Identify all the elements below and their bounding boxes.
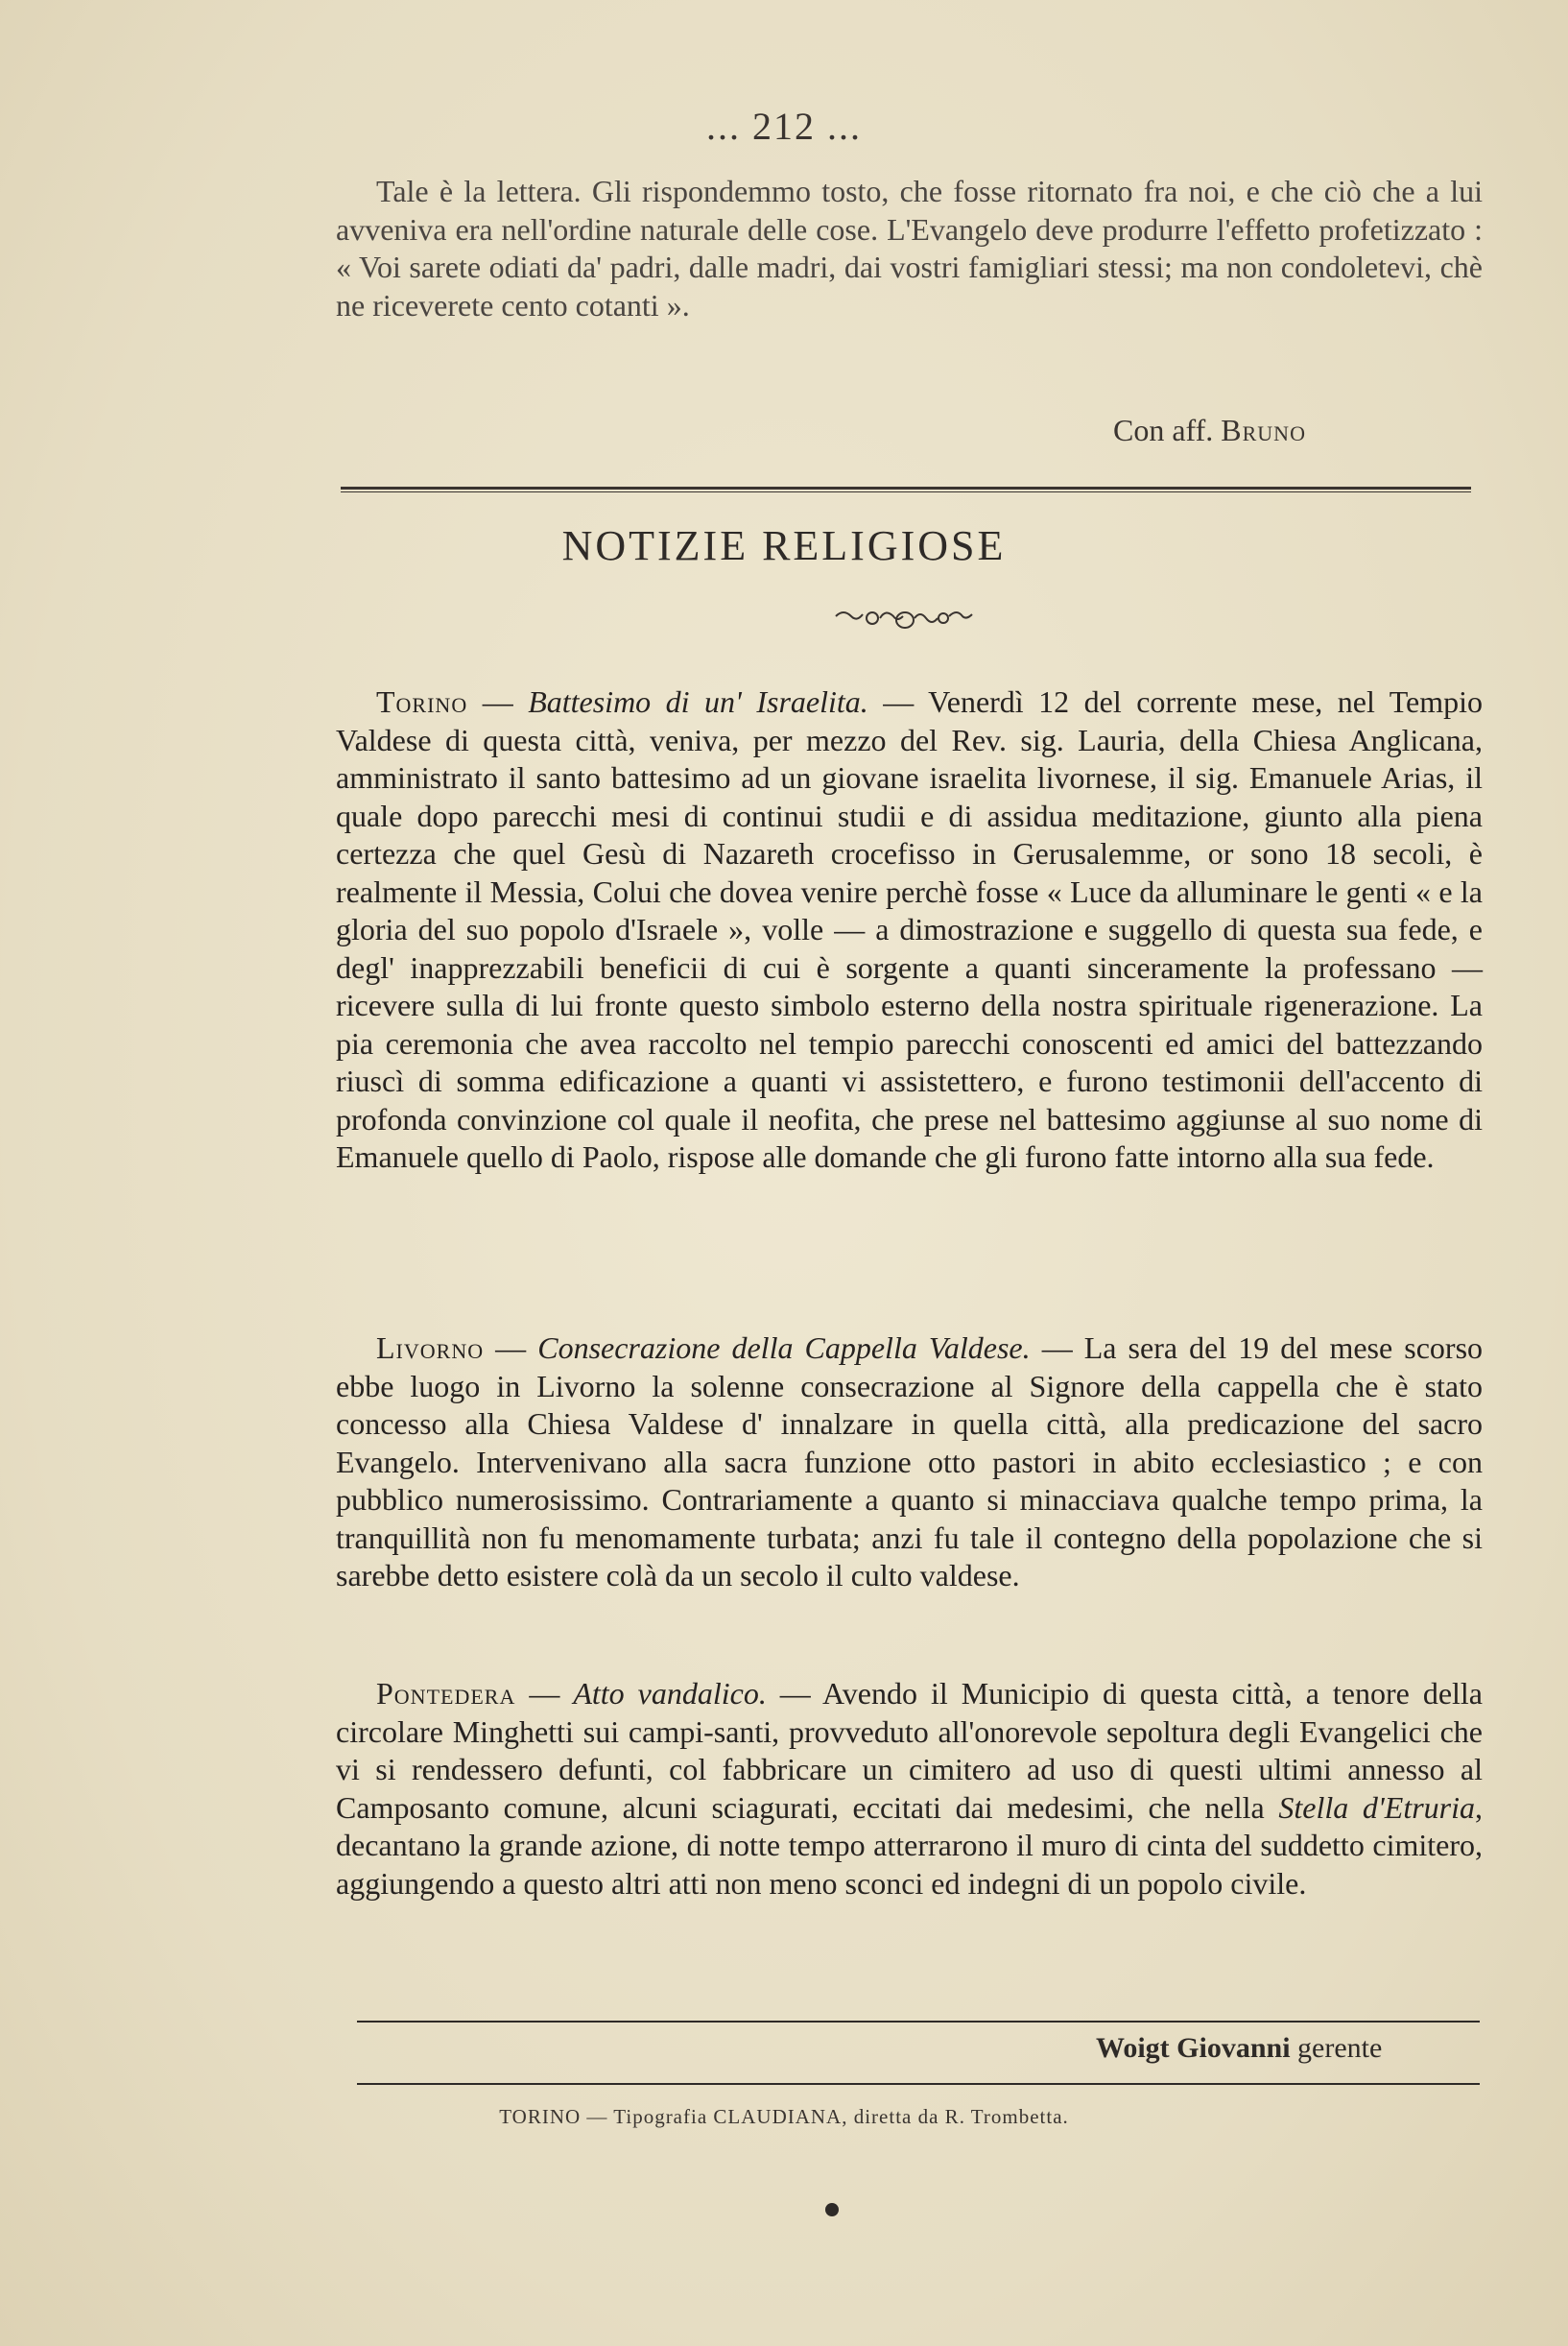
letter-signature [1113,413,1306,448]
news-item-torino [336,683,1483,1177]
signature-name: Bruno [1221,413,1306,447]
news-title: Battesimo di un' Israelita. [528,684,868,719]
section-divider-top [341,487,1471,492]
news-dash: — [484,1330,538,1365]
news-title: Atto vandalico. [573,1676,767,1711]
decorative-flourish-ornament-icon [832,605,976,638]
news-paragraph [336,1329,1483,1595]
news-item-livorno [336,1329,1483,1595]
news-body-after: , decantano la grande azione, di notte tempo atterrarono il muro di cinta del suddetto cimitero, aggiungendo a questo altri atti non meno sconci ed indegni di un popolo civile. [336,1789,1484,1901]
news-title-dash: — [867,684,929,719]
news-body-italic: Stella d'Etruria [1278,1789,1476,1825]
intro-letter-block [336,173,1483,324]
news-title: Consecrazione della Cappella Valdese. [537,1330,1031,1365]
ink-spot [825,2203,839,2216]
printer-imprint: TORINO — Tipografia CLAUDIANA, diretta da R. Trombetta. [499,2105,1069,2128]
intro-paragraph: Tale è la lettera. Gli rispondemmo tosto, che fosse ritornato fra noi, e che ciò che a lui avveniva era nell'ordine naturale delle cose. L'Evangelo deve produrre l'effetto profetizzato : « Voi sarete odiati da' padri, dalle madri, dai vostri famigliari stessi; ma non condoletevi, chè ne riceverete cento cotanti ». [336,174,1483,323]
news-paragraph [336,683,1483,1177]
news-item-pontedera [336,1675,1483,1903]
gerente-role: gerente [1290,2032,1383,2064]
news-place: Pontedera [376,1676,516,1711]
news-place: Livorno [376,1330,485,1365]
news-body: La sera del 19 del mese scorso ebbe luogo in Livorno la solenne consecrazione al Signore della cappella che è stato concesso alla Chiesa Valdese d' innalzare in quella città, alla predicazione del sacro Evangelo. Intervenivano alla sacra funzione otto pastori in abito ecclesiastico ; e con pubblico numerosissimo. Contrariamente a quanto si minacciava qualche tempo prima, la tranquillità non fu menomamente turbata; anzi fu tale il contegno della popolazione che si sarebbe detto esistere colà da un secolo il culto valdese. [336,1330,1484,1592]
gerente-name: Woigt Giovanni [1096,2032,1291,2064]
news-body-before: Avendo il Municipio di questa città, a tenore della circolare Minghetti sui campi-santi, provveduto all'onorevole sepoltura degli Evangelici che vi si rendessero defunti, col fabbricare un cimitero ad uso di questi ultimi annesso al Camposanto comune, alcuni sciagurati, eccitati dai medesimi, che nella [336,1676,1483,1825]
footer-divider-bottom [357,2083,1480,2085]
section-heading: NOTIZIE RELIGIOSE [561,522,1007,569]
news-body: Venerdì 12 del corrente mese, nel Tempio Valdese di questa città, veniva, per mezzo del Rev. sig. Lauria, della Chiesa Anglicana, amministrato il santo battesimo ad un giovane israelita livornese, il sig. Emanuele Arias, il quale dopo parecchi mesi di continui studii e di assidua meditazione, giunto alla piena certezza che quel Gesù di Nazareth crocefisso in Gerusalemme, or sono 18 secoli, è realmente il Messia, Colui che dovea venire perchè fosse « Luce da alluminare le genti « e la gloria del suo popolo d'Israele », volle — a dimostrazione e suggello di questa sua fede, e degl' inapprezzabili beneficii di cui è sorgente a quanti sinceramente la professano — ricevere sulla di lui fronte questo simbolo esterno della nostra spirituale rigenerazione. La pia ceremonia che avea raccolto nel tempio parecchi conoscenti ed amici del battezzando riuscì di somma edificazione a quanti vi assistettero, e furono testimonii dell'accento di profonda convinzione col quale il neofita, che prese nel battesimo aggiunse al suo nome di Emanuele quello di Paolo, rispose alle domande che gli furono fatte intorno alla sua fede. [336,684,1484,1174]
footer-divider-top [357,2021,1480,2023]
news-dash: — [515,1676,574,1711]
signature-prefix: Con aff. [1113,413,1214,447]
page-number: ... 212 ... [706,105,862,148]
news-place: Torino [376,684,468,719]
news-dash: — [467,684,529,719]
news-title-dash: — [766,1676,823,1711]
news-paragraph [336,1675,1483,1903]
gerente-line [1096,2032,1382,2065]
news-title-dash: — [1030,1330,1084,1365]
